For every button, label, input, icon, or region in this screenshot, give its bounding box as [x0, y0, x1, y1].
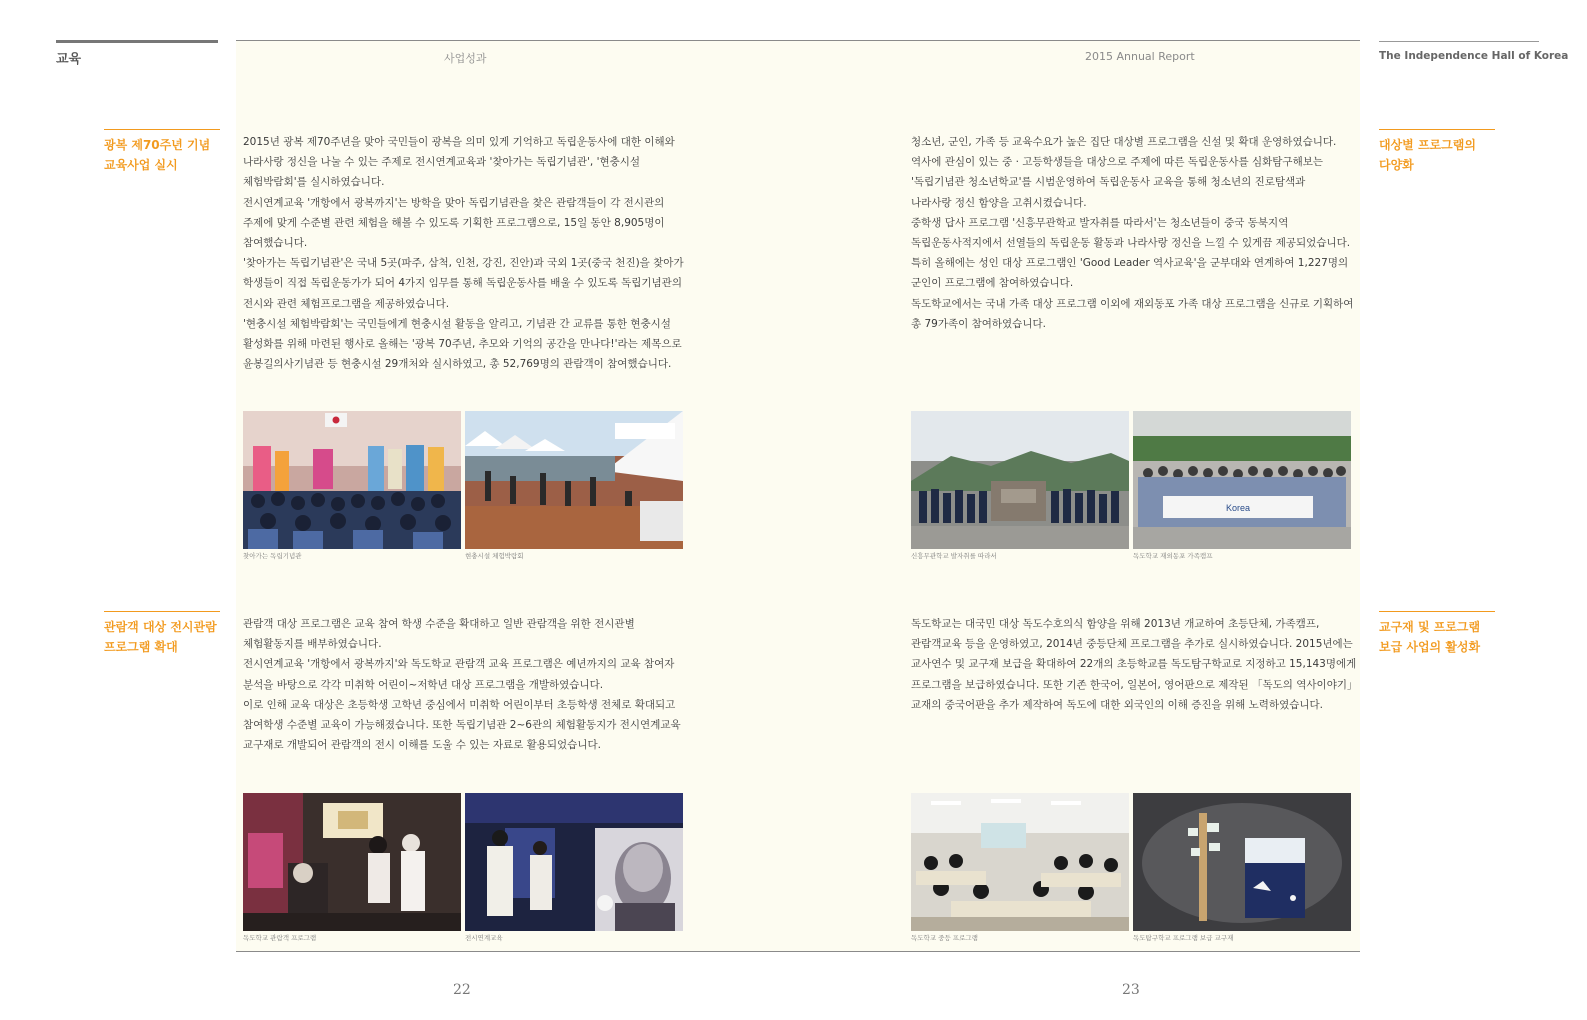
photo-caption: 찾아가는 독립기념관 [243, 552, 302, 560]
photo-dokdo-visitor-program [243, 793, 461, 931]
body-line: 청소년, 군인, 가족 등 교육수요가 높은 집단 대상별 프로그램을 신설 및 확대 운영하였습니다. [911, 136, 1337, 148]
section-label: 교육 [56, 52, 82, 67]
photo-exhibition-education [465, 793, 683, 931]
photo-caption: 전시연계교육 [465, 934, 503, 942]
photo-caption: 현충시설 체험박람회 [465, 552, 524, 560]
body-line: 참여했습니다. [243, 237, 308, 250]
organization-name: The Independence Hall of Korea [1379, 50, 1569, 62]
photo-caption: 독도학교 재외동포 가족캠프 [1133, 552, 1213, 560]
right-page-title: 2015 Annual Report [1085, 50, 1195, 63]
body-line: '현충시설 체험박람회'는 국민들에게 현충시설 활동을 알리고, 기념관 간 교류를 통한 현충시설 [243, 317, 671, 330]
heading-line: 교육사업 실시 [104, 158, 178, 172]
body-line: 체험박람회'를 실시하였습니다. [243, 176, 385, 189]
heading-line: 보급 사업의 활성화 [1379, 640, 1481, 654]
banner-text: Korea [1225, 503, 1251, 513]
photo-dokdo-teaching-kit [1133, 793, 1351, 931]
body-line: 윤봉길의사기념관 등 현충시설 29개처와 실시하였고, 총 52,769명의 관람객이 참여했습니다. [243, 358, 672, 371]
body-line: '찾아가는 독립기념관'은 국내 5곳(파주, 삼척, 인천, 강진, 진안)과 국외 1곳(중국 천진)을 찾아가 [243, 257, 684, 270]
section-body [911, 614, 1356, 715]
body-line: 관람객 대상 프로그램은 교육 참여 학생 수준을 확대하고 일반 관람객을 위한 전시관별 [243, 618, 635, 630]
page-number-left: 22 [453, 982, 471, 998]
body-line: 전시연계교육 '개항에서 광복까지'와 독도학교 관람객 교육 프로그램은 예년까지의 교육 참여자 [243, 658, 675, 671]
heading-line: 관람객 대상 전시관람 [104, 620, 217, 634]
body-line: 나라사랑 정신을 나눌 수 있는 주제로 전시연계교육과 '찾아가는 독립기념관', '현충시설 [243, 156, 641, 169]
photo-visiting-hall [243, 411, 461, 549]
top-rule [236, 40, 1360, 41]
heading-line: 프로그램 확대 [104, 640, 178, 654]
section-tab-rule [56, 40, 218, 43]
photo-memorial-expo [465, 411, 683, 549]
photo-military-school-trip [911, 411, 1129, 549]
photo-caption: 독도탐구학교 프로그램 보급 교구재 [1133, 934, 1234, 942]
body-line: 전시와 관련 체험프로그램을 제공하였습니다. [243, 297, 450, 310]
bottom-rule [236, 951, 1360, 952]
body-line: 역사에 관심이 있는 중 · 고등학생들을 대상으로 주제에 따른 독립운동사를 심화탐구해보는 [911, 156, 1324, 169]
body-line: 중학생 답사 프로그램 '신흥무관학교 발자취를 따라서'는 청소년들이 중국 동북지역 [911, 216, 1289, 229]
body-line: 교사연수 및 교구재 보급을 확대하여 22개의 초등학교를 독도탐구학교로 지정하고 15,143명에게 [911, 658, 1357, 671]
body-line: 분석을 바탕으로 각각 미취학 어린이~저학년 대상 프로그램을 개발하였습니다. [243, 678, 604, 691]
photo-caption: 독도학교 관람객 프로그램 [243, 934, 317, 942]
body-line: 전시연계교육 '개항에서 광복까지'는 방학을 맞아 독립기념관을 찾은 관람객들이 각 전시관의 [243, 196, 665, 209]
body-line: 교구재로 개발되어 관람객의 전시 이해를 도울 수 있는 자료로 활용되었습니다. [243, 739, 601, 752]
left-page-title: 사업성과 [444, 52, 487, 65]
page-number-right: 23 [1122, 982, 1140, 998]
body-line: '독립기념관 청소년학교'를 시범운영하여 독립운동사 교육을 통해 청소년의 진로탐색과 [911, 176, 1306, 189]
body-line: 나라사랑 정신 함양을 고취시켰습니다. [911, 196, 1087, 209]
section-heading [104, 129, 220, 175]
heading-line: 다양화 [1379, 158, 1414, 172]
body-line: 특히 올해에는 성인 대상 프로그램인 'Good Leader 역사교육'을 군부대와 연계하여 1,227명의 [911, 257, 1349, 270]
body-line: 학생들이 직접 독립운동가가 되어 4가지 임무를 통해 독립운동사를 배울 수 있도록 독립기념관의 [243, 277, 682, 290]
body-line: 이로 인해 교육 대상은 초등학생 고학년 중심에서 미취학 어린이부터 초등학생 전체로 확대되고 [243, 698, 676, 711]
photo-caption: 독도학교 중등 프로그램 [911, 934, 978, 942]
body-line: 총 79가족이 참여하였습니다. [911, 317, 1046, 330]
body-line: 2015년 광복 제70주년을 맞아 국민들이 광복을 의미 있게 기억하고 독립운동사에 대한 이해와 [243, 136, 675, 148]
heading-line: 대상별 프로그램의 [1379, 138, 1476, 152]
body-line: 독도학교에서는 국내 가족 대상 프로그램 이외에 재외동포 가족 대상 프로그램을 신규로 기획하여 [911, 297, 1354, 310]
organization-rule [1379, 41, 1539, 42]
photo-family-camp [1133, 411, 1351, 549]
body-line: 체험활동지를 배부하였습니다. [243, 638, 382, 651]
body-line: 프로그램을 보급하였습니다. 또한 기존 한국어, 일본어, 영어판으로 제작된 「독도의 역사이야기」 [911, 678, 1358, 691]
section-heading [1379, 129, 1495, 175]
body-line: 주제에 맞게 수준별 관련 체험을 해볼 수 있도록 기획한 프로그램으로, 15일 동안 8,905명이 [243, 216, 665, 229]
body-line: 관람객교육 등을 운영하였고, 2014년 중등단체 프로그램을 추가로 실시하였습니다. 2015년에는 [911, 638, 1353, 651]
body-line: 활성화를 위해 마련된 행사로 올해는 '광복 70주년, 추모와 기억의 공간을 만나다!'라는 제목으로 [243, 338, 682, 351]
section-body [243, 614, 688, 755]
photo-caption: 신흥무관학교 발자취를 따라서 [911, 552, 997, 560]
heading-line: 광복 제70주년 기념 [104, 138, 211, 152]
body-line: 군인이 프로그램에 참여하였습니다. [911, 277, 1074, 290]
body-line: 참여학생 수준별 교육이 가능해졌습니다. 또한 독립기념관 2~6관의 체험활동지가 전시연계교육 [243, 719, 681, 732]
body-line: 독립운동사적지에서 선열들의 독립운동 활동과 나라사랑 정신을 느낄 수 있게끔 제공되었습니다. [911, 237, 1351, 250]
section-body [243, 132, 688, 374]
body-line: 교재의 중국어판을 추가 제작하여 독도에 대한 외국인의 이해 증진을 위해 노력하였습니다. [911, 698, 1324, 711]
section-heading [104, 611, 220, 657]
section-body [911, 132, 1356, 334]
section-heading [1379, 611, 1495, 657]
body-line: 독도학교는 대국민 대상 독도수호의식 함양을 위해 2013년 개교하여 초등단체, 가족캠프, [911, 618, 1320, 630]
photo-dokdo-middle-school [911, 793, 1129, 931]
heading-line: 교구재 및 프로그램 [1379, 620, 1481, 634]
